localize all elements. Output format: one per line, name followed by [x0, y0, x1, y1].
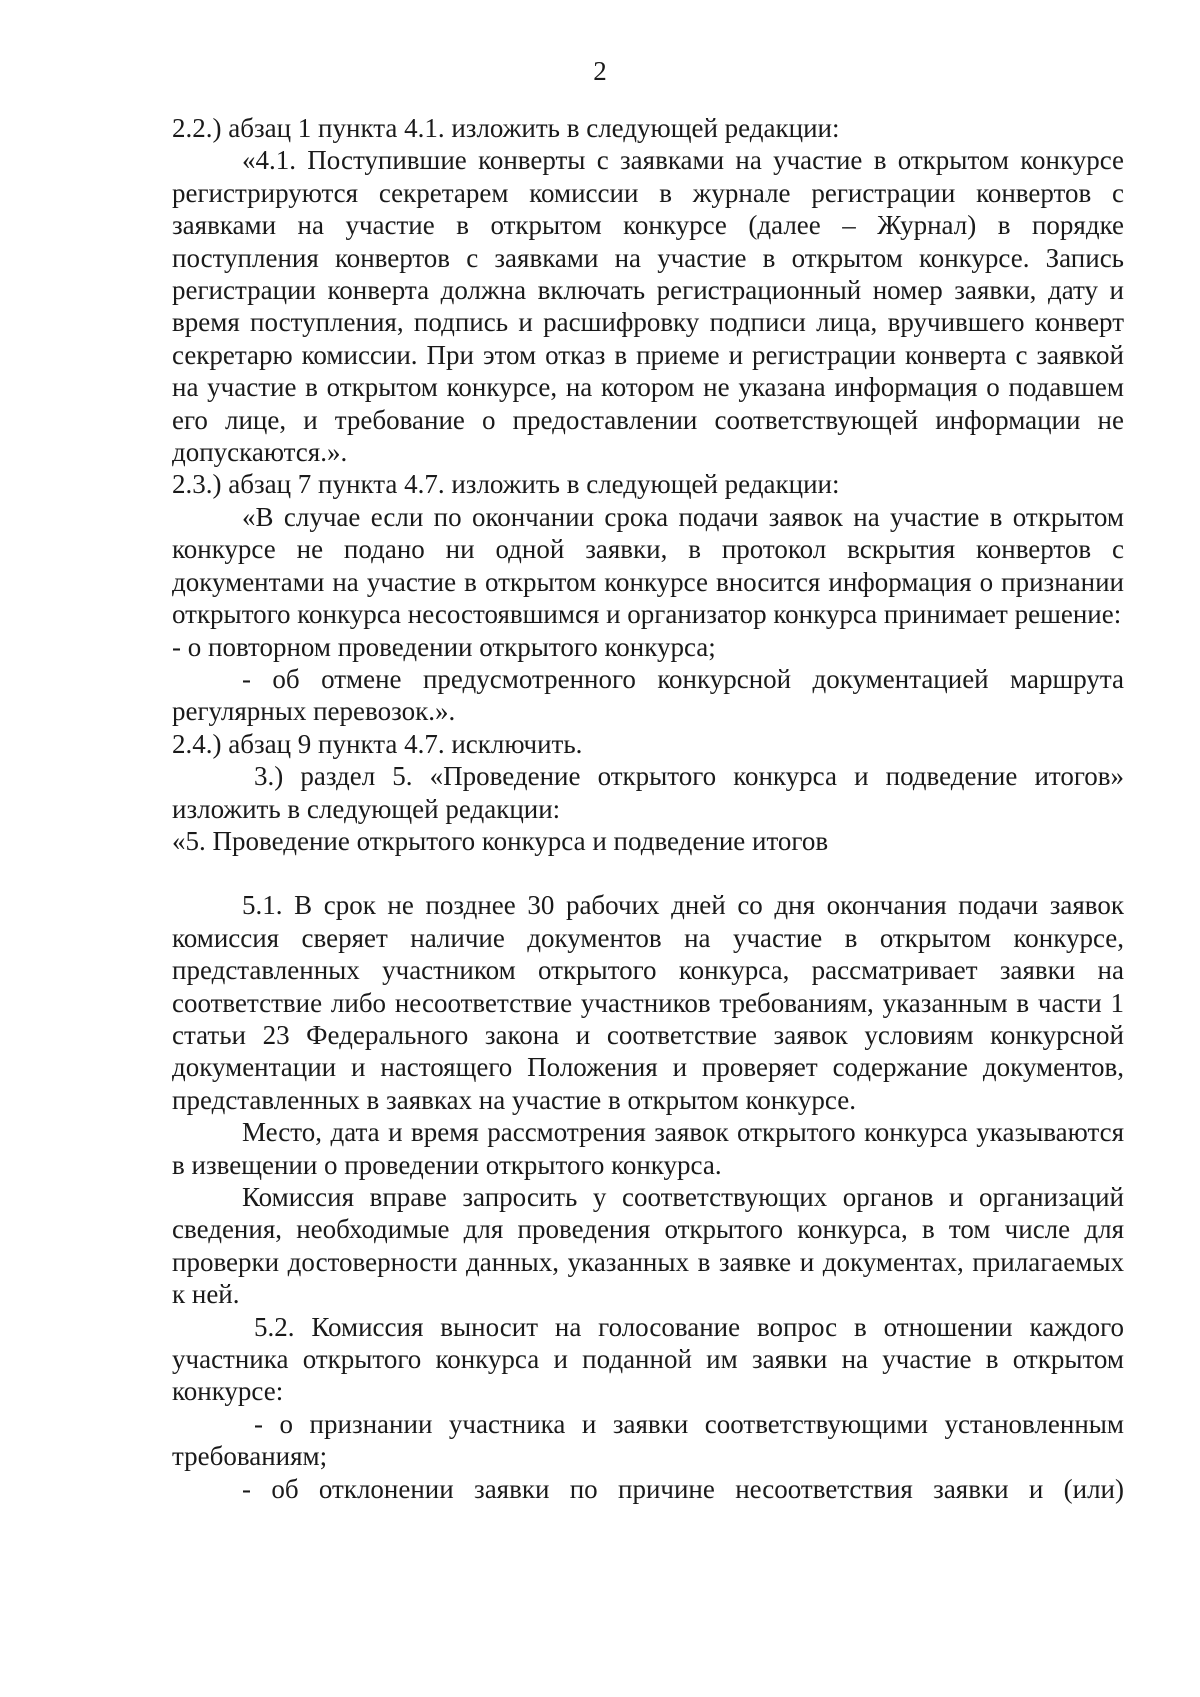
paragraph-4-7-text: «В случае если по окончании срока подачи заявок на участие в открытом конкурсе не подано ни одной заявки, в протокол вскрытия конвертов с документами на участие в открытом конкурсе вносится информация о признании открытого конкурса несостоявшимся и организатор конкурса принимает решение:: [172, 501, 1124, 630]
paragraph-5-2: 5.2. Комиссия выносит на голосование вопрос в отношении каждого участника открытого конкурса и поданной им заявки на участие в открытом конкурсе:: [172, 1311, 1124, 1407]
list-item-repeat-contest: - о повторном проведении открытого конкурса;: [172, 631, 716, 662]
blank-line: [172, 857, 1124, 889]
paragraph-4-1-text: «4.1. Поступившие конверты с заявками на участие в открытом конкурсе регистрируются секретарем комиссии в журнале регистрации конвертов с заявками на участие в открытом конкурсе (далее – Журнал) в порядке поступления конвертов с заявками на участие в открытом конкурсе. Запись регистрации конверта должна включать регистрационный номер заявки, дату и время поступления, подпись и расшифровку подписи лица, вручившего конверт секретарю комиссии. При этом отказ в приеме и регистрации конверта с заявкой на участие в открытом конкурсе, на котором не указана информация о подавшем его лице, и требование о предоставлении соответствующей информации не допускаются.».: [172, 145, 1124, 468]
page-number: 2: [593, 56, 607, 86]
document-body: [172, 112, 1124, 1505]
list-item-recognize-participant: - о признании участника и заявки соответствующими установленным требованиям;: [172, 1408, 1124, 1472]
paragraph-2-2: 2.2.) абзац 1 пункта 4.1. изложить в следующей редакции:: [172, 113, 840, 143]
list-item-reject-application: - об отклонении заявки по причине несоответствия заявки и (или): [242, 1473, 1124, 1504]
paragraph-2-3: 2.3.) абзац 7 пункта 4.7. изложить в следующей редакции:: [172, 469, 840, 500]
paragraph-5-1: 5.1. В срок не позднее 30 рабочих дней со дня окончания подачи заявок комиссия сверяет наличие документов на участие в открытом конкурсе, представленных участником открытого конкурса, рассматривает заявки на соответствие либо несоответствие участников требованиям, указанным в части 1 статьи 23 Федерального закона и соответствие заявок условиям конкурсной документации и настоящего Положения и проверяет содержание документов, представленных в заявках на участие в открытом конкурсе.: [172, 890, 1124, 1115]
paragraph-3-section-5: 3.) раздел 5. «Проведение открытого конкурса и подведение итогов» изложить в следующей редакции:: [172, 761, 1124, 824]
paragraph-place-date-time: Место, дата и время рассмотрения заявок открытого конкурса указываются в извещении о проведении открытого конкурса.: [172, 1117, 1124, 1180]
paragraph-2-4: 2.4.) абзац 9 пункта 4.7. исключить.: [172, 728, 583, 759]
section-5-heading: «5. Проведение открытого конкурса и подведение итогов: [172, 825, 829, 856]
list-item-cancel-route: - об отмене предусмотренного конкурсной документацией маршрута регулярных перевозок.».: [172, 663, 1124, 727]
paragraph-commission-request: Комиссия вправе запросить у соответствующих органов и организаций сведения, необходимые для проведения открытого конкурса, в том числе для проверки достоверности данных, указанных в заявке и документах, прилагаемых к ней.: [172, 1182, 1124, 1310]
